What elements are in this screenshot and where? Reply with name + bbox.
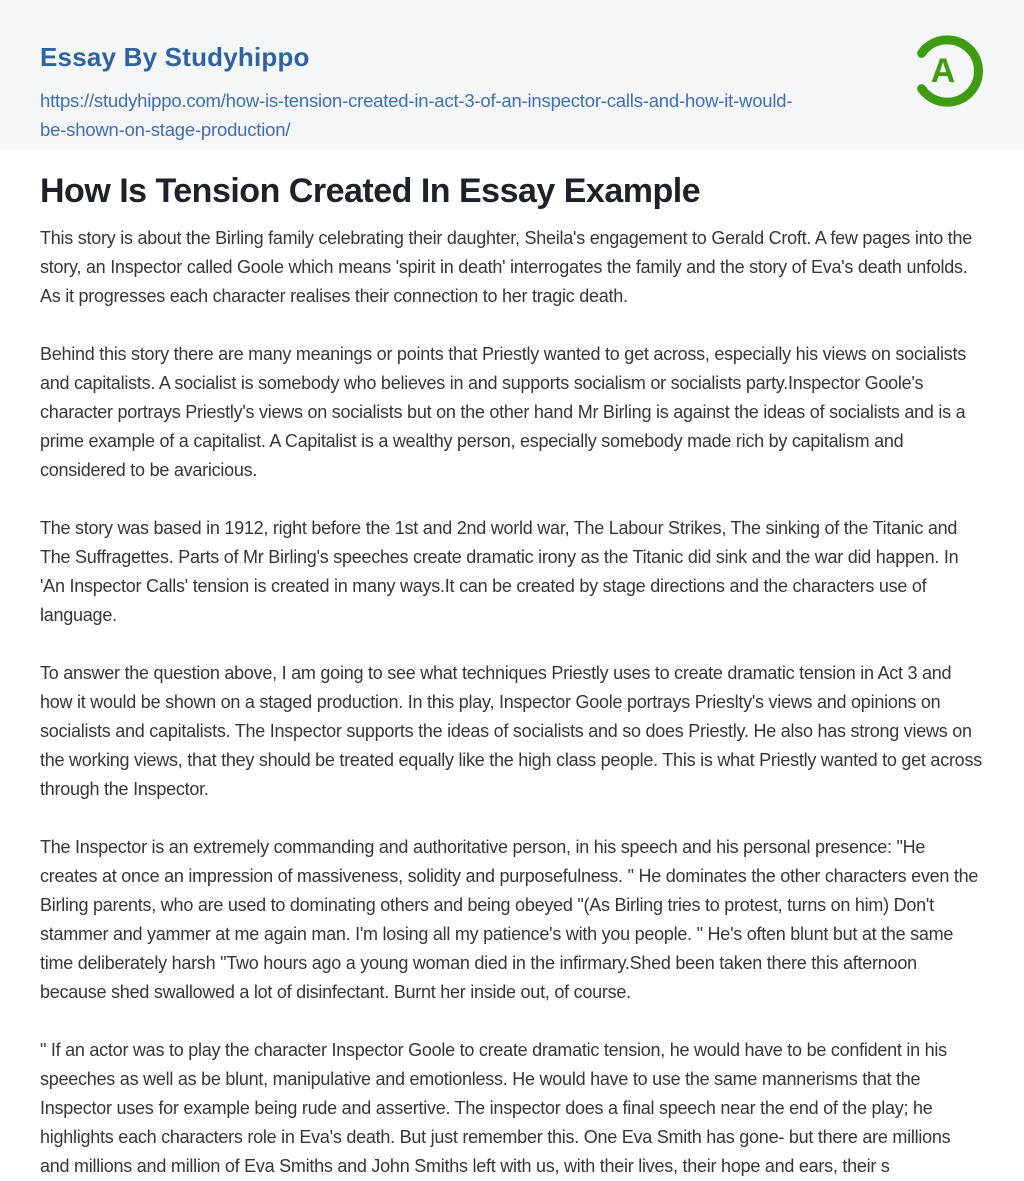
essay-paragraph: " If an actor was to play the character Inspector Goole to create dramatic tension, he would have to be confident in his speeches as well as be blunt, manipulative and emotionless. He would have to use the same mannerisms that the Inspector uses for example being rude and assertive. The inspector does a final speech near the end of the play; he highlights each characters role in Eva's death. But just remember this. One Eva Smith has gone- but there are millions and millions and million of Eva Smiths and John Smiths left with us, with their lives, their hope and ears, their s	[40, 1040, 951, 1176]
brand-title: Essay By Studyhippo	[40, 42, 310, 72]
source-url-link[interactable]: https://studyhippo.com/how-is-tension-created-in-act-3-of-an-inspector-calls-and-how-it-would-be-shown-on-stage-production/	[40, 90, 793, 140]
essay-paragraph: To answer the question above, I am going to see what techniques Priestly uses to create dramatic tension in Act 3 and how it would be shown on a staged production. In this play, Inspector Goole portrays Prieslty's views and opinions on socialists and capitalists. The Inspector supports the ideas of socialists and so does Priestly. He also has strong views on the working views, that they should be treated equally like the high class people. This is what Priestly wanted to get across through the Inspector.	[40, 663, 982, 799]
studyhippo-logo	[904, 28, 986, 114]
essay-paragraph: Behind this story there are many meanings or points that Priestly wanted to get across, especially his views on socialists and capitalists. A socialist is somebody who believes in and supports socialism or socialists party.Inspector Goole's character portrays Priestly's views on socialists but on the other hand Mr Birling is against the ideas of socialists and is a prime example of a capitalist. A Capitalist is a wealthy person, especially somebody made rich by capitalism and considered to be avaricious.	[40, 344, 966, 480]
essay-paragraph: The Inspector is an extremely commanding and authoritative person, in his speech and his personal presence: "He creates at once an impression of massiveness, solidity and purposefulness. " He dominates the other characters even the Birling parents, who are used to dominating others and being obeyed "(As Birling tries to protest, turns on him) Don't stammer and yammer at me again man. I'm losing all my patience's with you people. " He's often blunt but at the same time deliberately harsh "Two hours ago a young woman died in the infirmary.Shed been taken there this afternoon because shed swallowed a lot of disinfectant. Burnt her inside out, of course.	[40, 837, 979, 1002]
article	[0, 150, 1024, 1181]
page-title: How Is Tension Created In Essay Example	[40, 172, 701, 210]
logo-letter-a: A	[930, 52, 956, 90]
essay-body	[40, 224, 984, 1181]
essay-paragraph: The story was based in 1912, right before the 1st and 2nd world war, The Labour Strikes, The sinking of the Titanic and The Suffragettes. Parts of Mr Birling's speeches create dramatic irony as the Titanic did sink and the war did happen. In 'An Inspector Calls' tension is created in many ways.It can be created by stage directions and the characters use of language.	[40, 518, 959, 625]
essay-paragraph: This story is about the Birling family celebrating their daughter, Sheila's engagement to Gerald Croft. A few pages into the story, an Inspector called Goole which means 'spirit in death' interrogates the family and the story of Eva's death unfolds. As it progresses each character realises their connection to her tragic death.	[40, 228, 972, 306]
page-header	[0, 0, 1024, 150]
